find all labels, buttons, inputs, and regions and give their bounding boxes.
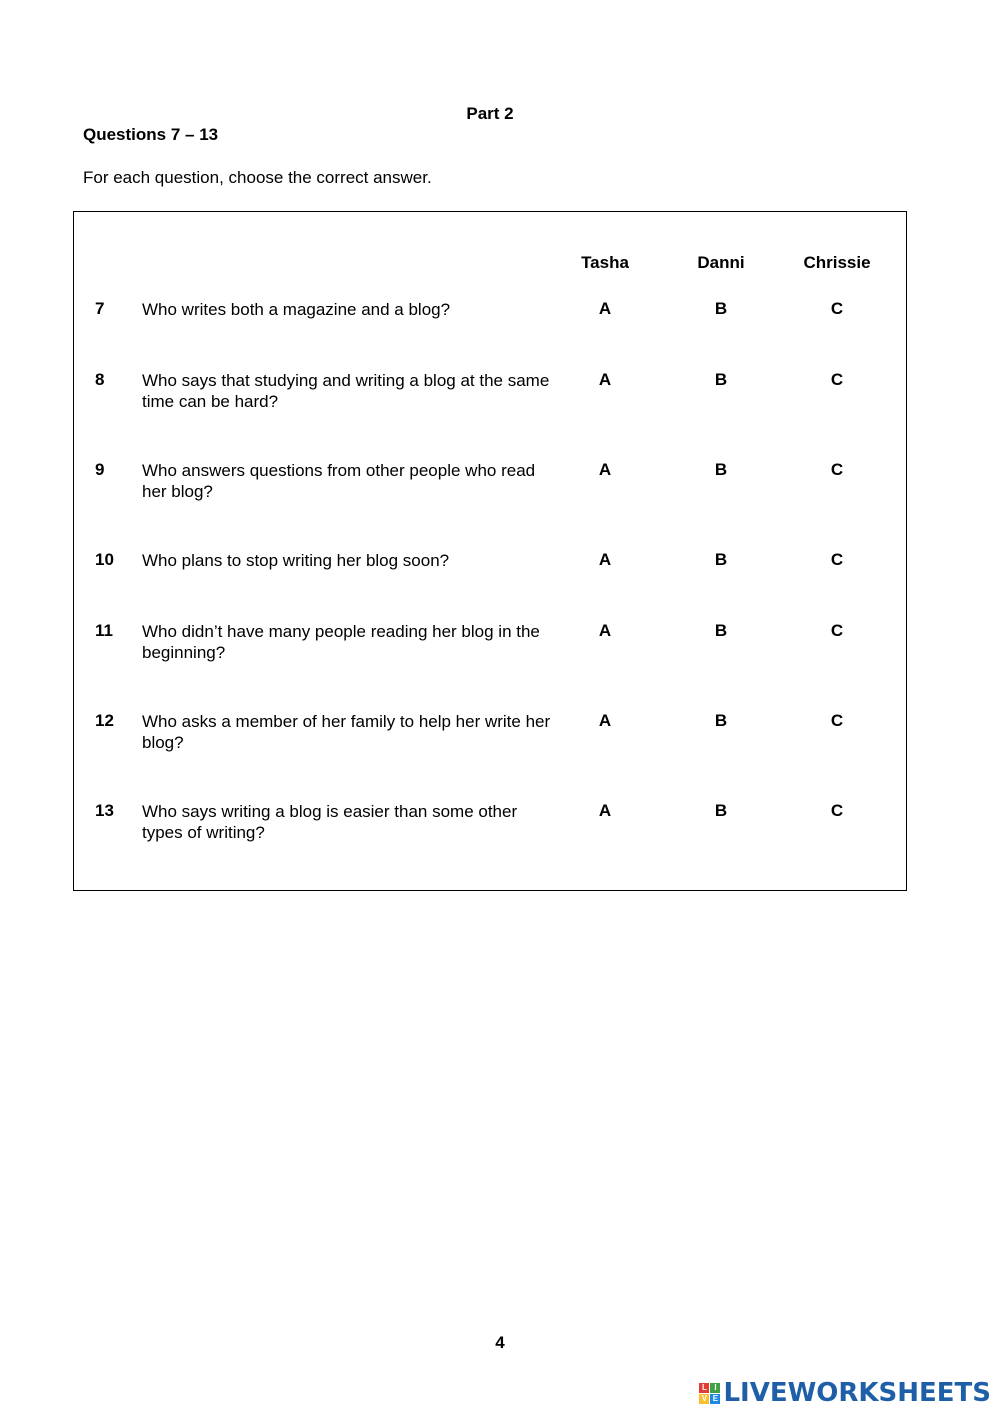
option-c[interactable]: C	[830, 370, 844, 389]
logo-letter: L	[699, 1383, 709, 1393]
part-title: Part 2	[466, 104, 514, 123]
option-b[interactable]: B	[714, 299, 728, 318]
option-c[interactable]: C	[830, 801, 844, 820]
question-text: Who plans to stop writing her blog soon?	[142, 551, 450, 570]
question-text: Who says that studying and writing a blog at the same time can be hard?	[142, 371, 550, 411]
question-number: 7	[95, 299, 105, 318]
question-text: Who writes both a magazine and a blog?	[142, 300, 451, 319]
logo-letter: I	[710, 1383, 720, 1393]
instructions: For each question, choose the correct answer.	[83, 168, 432, 187]
option-b[interactable]: B	[714, 711, 728, 730]
option-a[interactable]: A	[598, 460, 612, 479]
question-number: 12	[95, 711, 114, 730]
questions-box	[73, 211, 907, 891]
column-header-chrissie: Chrissie	[803, 253, 871, 272]
brand-text: LIVEWORKSHEETS	[723, 1378, 991, 1408]
logo-letter: E	[710, 1394, 720, 1404]
question-text: Who didn’t have many people reading her blog in the beginning?	[142, 622, 540, 662]
question-text: Who says writing a blog is easier than some other types of writing?	[142, 802, 518, 842]
questions-range: Questions 7 – 13	[83, 125, 219, 144]
liveworksheets-brand	[699, 1378, 991, 1408]
column-header-danni: Danni	[697, 253, 745, 272]
question-number: 10	[95, 550, 114, 569]
option-b[interactable]: B	[714, 460, 728, 479]
option-c[interactable]: C	[830, 621, 844, 640]
option-a[interactable]: A	[598, 299, 612, 318]
option-c[interactable]: C	[830, 460, 844, 479]
liveworksheets-logo-icon	[699, 1383, 720, 1404]
option-b[interactable]: B	[714, 801, 728, 820]
option-a[interactable]: A	[598, 370, 612, 389]
column-header-tasha: Tasha	[581, 253, 629, 272]
option-b[interactable]: B	[714, 370, 728, 389]
option-c[interactable]: C	[830, 711, 844, 730]
option-a[interactable]: A	[598, 801, 612, 820]
logo-letter: V	[699, 1394, 709, 1404]
question-number: 13	[95, 801, 114, 820]
question-text: Who answers questions from other people who read her blog?	[142, 461, 536, 501]
option-b[interactable]: B	[714, 550, 728, 569]
option-b[interactable]: B	[714, 621, 728, 640]
option-c[interactable]: C	[830, 550, 844, 569]
option-a[interactable]: A	[598, 550, 612, 569]
question-number: 8	[95, 370, 105, 389]
option-c[interactable]: C	[830, 299, 844, 318]
option-a[interactable]: A	[598, 711, 612, 730]
question-number: 9	[95, 460, 105, 479]
question-number: 11	[95, 621, 113, 640]
page-number: 4	[495, 1333, 505, 1352]
option-a[interactable]: A	[598, 621, 612, 640]
question-text: Who asks a member of her family to help her write her blog?	[142, 712, 551, 752]
